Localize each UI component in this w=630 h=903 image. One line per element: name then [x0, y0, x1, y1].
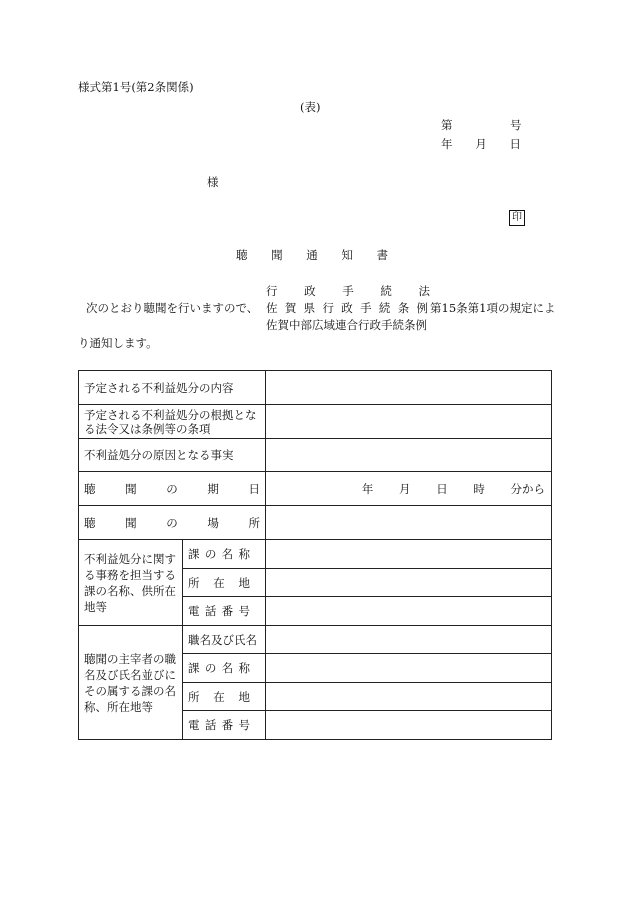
presider-dept-label	[183, 654, 266, 683]
law-char: 県	[303, 301, 316, 315]
presider-section-label: 聴聞の主宰者の職名及び氏名並びにその属する課の名称、所在地等	[79, 626, 183, 740]
law-char: 条	[397, 301, 410, 315]
title-char: 聞	[271, 248, 283, 262]
hearing-place-label	[79, 506, 266, 540]
presider-phone-label	[183, 711, 266, 740]
label-char: 課	[188, 547, 200, 561]
date-year: 年	[361, 481, 374, 496]
law-char: 例	[416, 301, 428, 315]
date-minute: 分から	[510, 481, 545, 496]
issue-date-day: 日	[509, 137, 521, 151]
presider-title-label	[183, 626, 266, 654]
side-label: (表)	[300, 100, 321, 114]
presider-dept-value[interactable]	[266, 654, 552, 683]
law-char: 続	[378, 301, 391, 315]
law-char: 政	[304, 284, 316, 298]
title-char: 書	[376, 248, 388, 262]
notice-table	[78, 370, 552, 740]
table-row	[79, 405, 552, 439]
table-row	[79, 506, 552, 540]
number-suffix: 号	[510, 118, 522, 132]
basis-value[interactable]	[266, 405, 552, 439]
issue-date-month: 月	[475, 137, 487, 151]
law-char: 佐	[266, 301, 278, 315]
law-option-middle	[266, 303, 428, 315]
label-char: の	[166, 481, 178, 496]
table-row	[79, 371, 552, 405]
content-value[interactable]	[266, 371, 552, 405]
law-char: 手	[360, 301, 372, 315]
law-option-lower: 佐賀中部広域連合行政手続条例	[266, 318, 427, 332]
label-char: 聴	[84, 515, 96, 530]
label-char: 期	[207, 481, 219, 496]
label-char: 日	[248, 481, 260, 496]
label-char: 在	[213, 689, 225, 704]
table-row	[79, 626, 552, 654]
law-char: 政	[341, 301, 353, 315]
law-char: 法	[418, 284, 430, 298]
basis-label: 予定される不利益処分の根拠となる法令又は条例等の条項	[79, 405, 266, 439]
addressee-suffix: 様	[207, 175, 219, 189]
issue-date	[441, 139, 521, 151]
title-char: 通	[306, 248, 318, 262]
issue-date-year: 年	[441, 137, 453, 151]
label-char: 号	[238, 604, 250, 618]
dept-address-value[interactable]	[266, 569, 552, 597]
table-row	[79, 472, 552, 506]
label-char: 号	[238, 718, 250, 732]
label-char: 電	[188, 718, 200, 732]
label-char: 称	[238, 547, 250, 561]
date-day: 日	[436, 481, 448, 496]
label-char: 所	[188, 689, 200, 704]
seal-stamp: 印	[509, 210, 525, 226]
date-hour: 時	[473, 481, 485, 496]
hearing-date-value[interactable]	[266, 472, 552, 506]
intro-line1: 次のとおり聴聞を行いますので、	[86, 301, 259, 315]
table-row	[79, 540, 552, 569]
law-char: 続	[380, 284, 392, 298]
presider-address-value[interactable]	[266, 683, 552, 711]
law-char: 行	[266, 284, 278, 298]
dept-section-label: 不利益処分に関する事務を担当する課の名称、供所在地等	[79, 540, 183, 626]
intro-line2: り通知します。	[78, 336, 158, 350]
presider-title-value[interactable]	[266, 626, 552, 654]
label-char: 話	[204, 718, 217, 732]
label-char: 所	[188, 575, 200, 590]
content-label: 予定される不利益処分の内容	[79, 371, 266, 405]
presider-phone-value[interactable]	[266, 711, 552, 740]
date-month: 月	[399, 481, 411, 496]
title-char: 知	[341, 248, 353, 262]
form-number: 様式第1号(第2条関係)	[78, 80, 194, 94]
table-row	[79, 439, 552, 472]
intro-line1-tail: 第15条第1項の規定によ	[430, 301, 556, 315]
presider-title-text: 職名及び氏名	[188, 632, 257, 647]
dept-name-value[interactable]	[266, 540, 552, 569]
label-char: 場	[207, 515, 219, 530]
label-char: 電	[188, 604, 200, 618]
label-char: 番	[221, 604, 234, 618]
law-char: 賀	[284, 301, 297, 315]
label-char: 名	[221, 547, 234, 561]
label-char: 称	[238, 661, 250, 675]
hearing-date-label	[79, 472, 266, 506]
label-char: の	[166, 515, 178, 530]
dept-phone-label	[183, 597, 266, 626]
dept-phone-value[interactable]	[266, 597, 552, 626]
law-char: 行	[322, 301, 334, 315]
dept-address-label	[183, 569, 266, 597]
document-title	[236, 250, 388, 262]
label-char: 名	[221, 661, 234, 675]
label-char: 番	[221, 718, 234, 732]
dept-name-label	[183, 540, 266, 569]
hearing-place-value[interactable]	[266, 506, 552, 540]
label-char: 在	[213, 575, 225, 590]
law-option-upper	[266, 286, 430, 298]
label-char: 地	[238, 575, 250, 590]
law-char: 手	[342, 284, 354, 298]
title-char: 聴	[236, 248, 248, 262]
number-prefix: 第	[441, 118, 453, 132]
label-char: 聞	[125, 515, 137, 530]
label-char: 地	[238, 689, 250, 704]
presider-address-label	[183, 683, 266, 711]
label-char: 聴	[84, 481, 96, 496]
label-char: 所	[248, 515, 260, 530]
label-char: 聞	[125, 481, 137, 496]
label-char: 課	[188, 661, 200, 675]
label-char: の	[204, 547, 217, 561]
cause-value[interactable]	[266, 439, 552, 472]
label-char: 話	[204, 604, 217, 618]
cause-label: 不利益処分の原因となる事実	[79, 439, 266, 472]
label-char: の	[204, 661, 217, 675]
